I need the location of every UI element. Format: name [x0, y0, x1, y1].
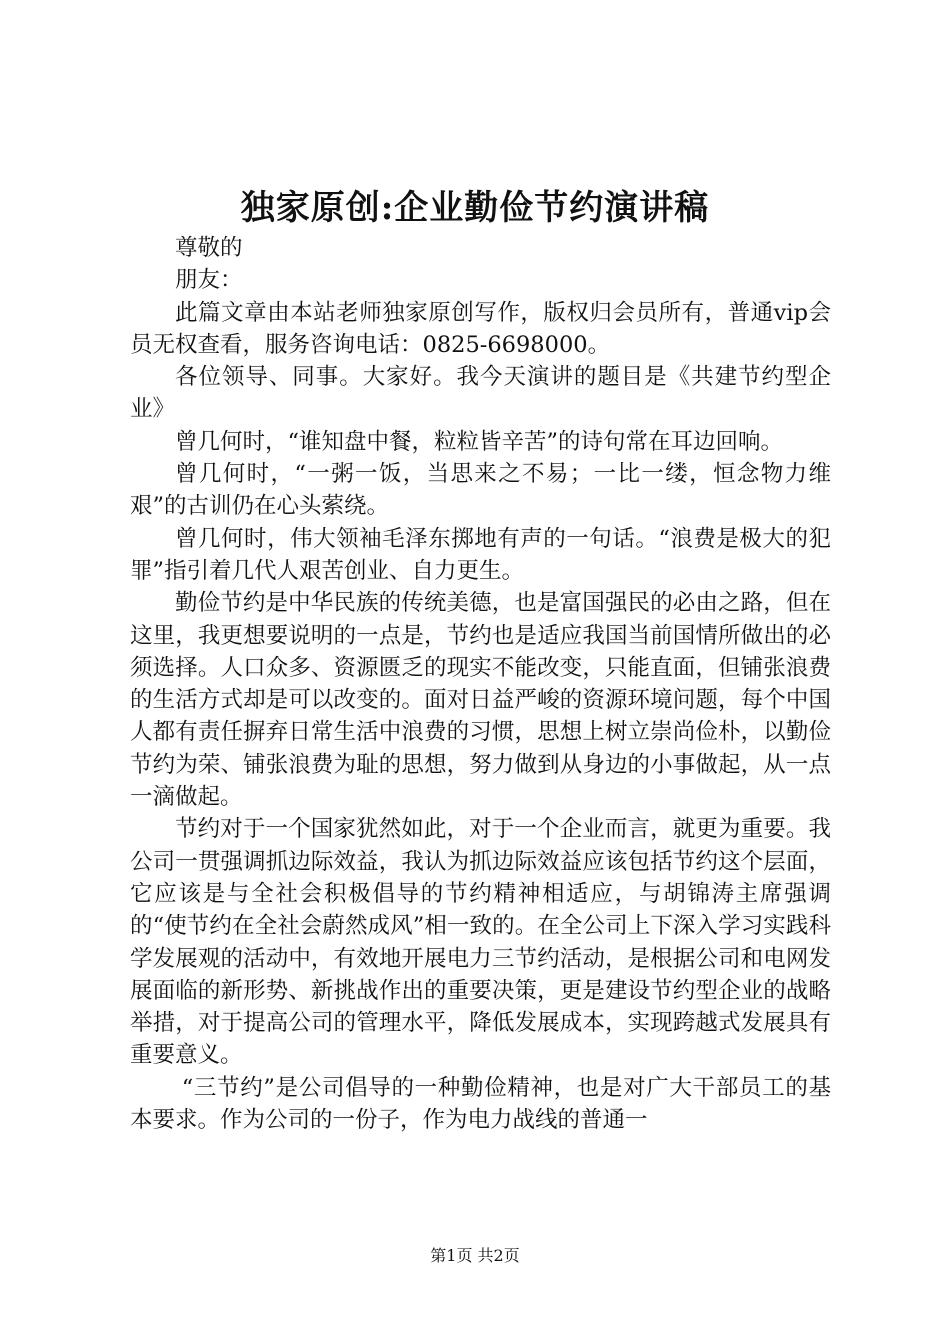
salutation-line-2: 朋友：	[175, 267, 243, 294]
paragraph-three-savings: “三节约”是公司倡导的一种勤俭精神，也是对广大干部员工的基本要求。作为公司的一份子，作为电力战线的普通一	[130, 1074, 831, 1134]
paragraph-poem: 曾几何时，“谁知盘中餐，粒粒皆辛苦”的诗句常在耳边回响。	[175, 428, 784, 455]
document-title: 独家原创:企业勤俭节约演讲稿	[240, 188, 710, 228]
salutation-line-1: 尊敬的	[175, 235, 243, 261]
page-footer: 第1页 共2页	[430, 1246, 520, 1265]
paragraph-greeting: 各位领导、同事。大家好。我今天演讲的题目是《共建节约型企业》	[130, 364, 831, 423]
paragraph-copyright-notice: 此篇文章由本站老师独家原创写作，版权归会员所有，普通vip会员无权查看，服务咨询电话：0825-6698000。	[130, 299, 831, 358]
paragraph-enterprise: 节约对于一个国家犹然如此，对于一个企业而言，就更为重要。我公司一贯强调抓边际效益，我认为抓边际效益应该包括节约这个层面，它应该是与全社会积极倡导的节约精神相适应，与胡锦涛主席强调的“使节约在全社会蔚然成风”相一致的。在全公司上下深入学习实践科学发展观的活动中，有效地开展电力三节约活动，是根据公司和电网发展面临的新形势、新挑战作出的重要决策，更是建设节约型企业的战略举措，对于提高公司的管理水平，降低发展成本，实现跨越式发展具有重要意义。	[130, 816, 831, 1069]
paragraph-tradition: 勤俭节约是中华民族的传统美德，也是富国强民的必由之路，但在这里，我更想要说明的一点是，节约也是适应我国当前国情所做出的必须选择。人口众多、资源匮乏的现实不能改变，只能直面，但铺张浪费的生活方式却是可以改变的。面对日益严峻的资源环境问题，每个中国人都有责任摒弃日常生活中浪费的习惯，思想上树立崇尚俭朴，以勤俭节约为荣、铺张浪费为耻的思想，努力做到从身边的小事做起，从一点一滴做起。	[130, 590, 831, 811]
paragraph-quote: 曾几何时，伟大领袖毛泽东掷地有声的一句话。“浪费是极大的犯罪”指引着几代人艰苦创业、自力更生。	[130, 525, 831, 584]
paragraph-maxim: 曾几何时，“一粥一饭，当思来之不易；一比一缕，恒念物力维艰”的古训仍在心头萦绕。	[130, 461, 831, 520]
document-body	[130, 232, 831, 1136]
